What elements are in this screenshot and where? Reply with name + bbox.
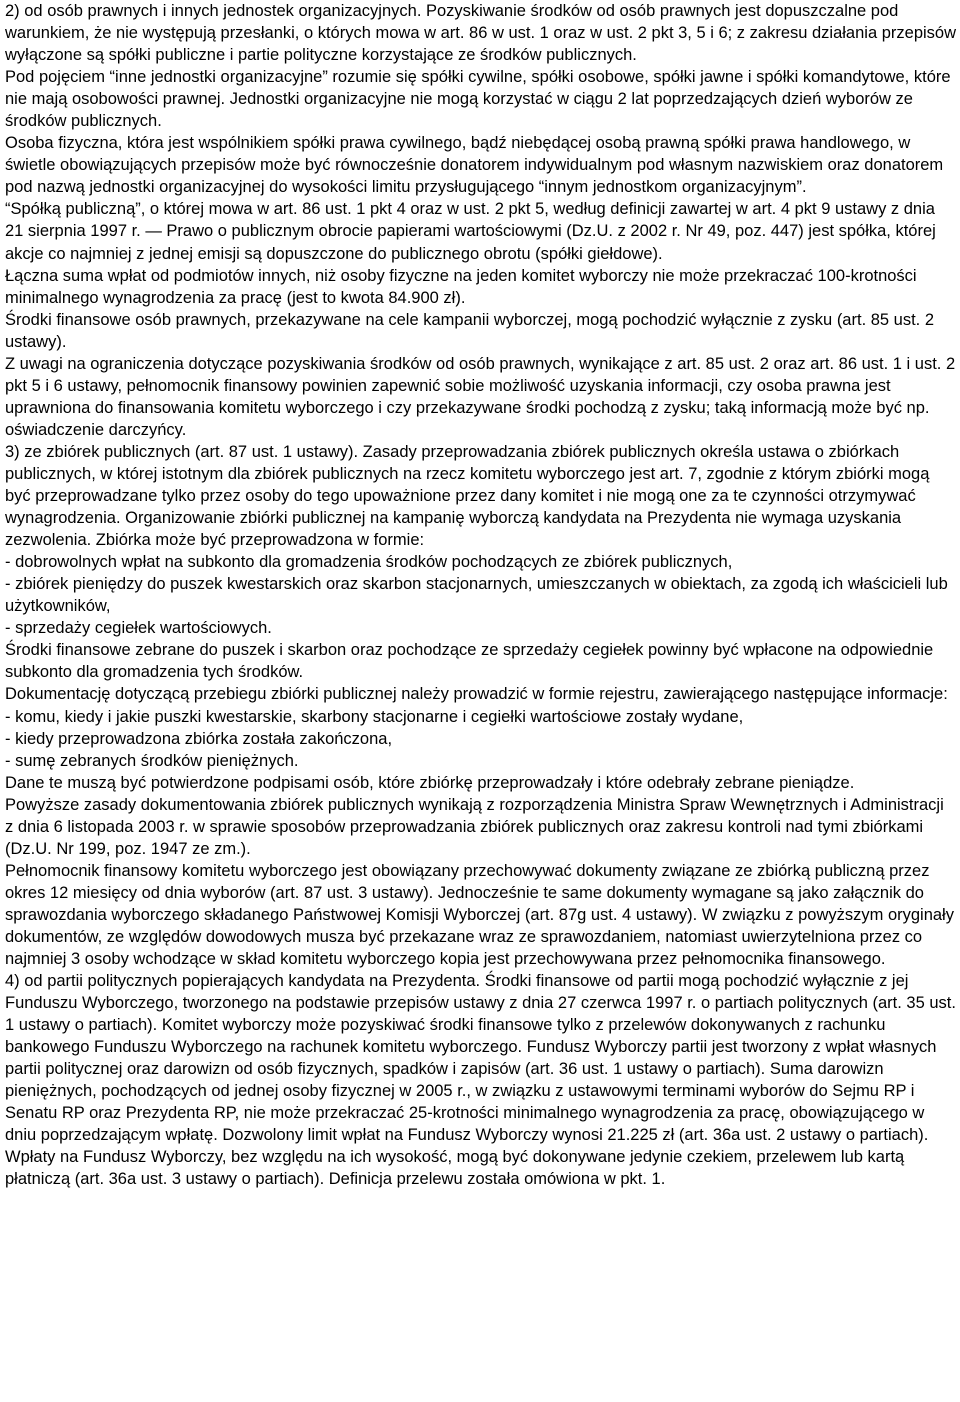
list-item-bricks-sale: - sprzedaży cegiełek wartościowych. (5, 619, 272, 638)
paragraph-political-parties: 4) od partii politycznych popierających kandydata na Prezydenta. Środki finansowe od partii mogą pochodzić wyłącznie z jej Funduszu Wyborczego, tworzonego na podstawie przepisów ustawy z dnia 27 czerwca 1997 r. o partiach politycznych (art. 35 ust. 1 ustawy o partiach). Komitet wyborczy może pozyskiwać środki finansowe tylko z przelewów dokonywanych z rachunku bankowego Funduszu Wyborczego na rachunek komitetu wyborczego. Fundusz Wyborczy partii jest tworzony z wpłat własnych partii politycznej oraz darowizn od osób fizycznych, spadków i zapisów (art. 36 ust. 1 ustawy o partiach). Suma darowizn pieniężnych, pochodzących od jednej osoby fizycznej w 2005 r., w związku z ustawowymi terminami wyborów do Sejmu RP i Senatu RP oraz Prezydenta RP, nie może przekraczać 25-krotności minimalnego wynagrodzenia za pracę, obowiązującego w dniu poprzedzającym wpłatę. Dozwolony limit wpłat na Fundusz Wyborczy wynosi 21.225 zł (art. 36a ust. 2 ustawy o partiach). (5, 972, 956, 1145)
paragraph-natural-person-partner: Osoba fizyczna, która jest wspólnikiem spółki prawa cywilnego, bądź niebędącej osobą prawną spółki prawa handlowego, w świetle obowiązujących przepisów może być równocześnie donatorem indywidualnym pod własnym nazwiskiem oraz donatorem pod nazwą jednostki organizacyjnej do wysokości limitu przysługującego “innym jednostkom organizacyjnym”. (5, 134, 944, 197)
list-item-voluntary-payments: - dobrowolnych wpłat na subkonto dla gromadzenia środków pochodzących ze zbiórek publicznych, (5, 553, 733, 572)
paragraph-register: Dokumentację dotyczącą przebiegu zbiórki publicznej należy prowadzić w formie rejestru, zawierającego następujące informacje: (5, 685, 948, 704)
paragraph-total-limit: Łączna suma wpłat od podmiotów innych, niż osoby fizyczne na jeden komitet wyborczy nie może przekraczać 100-krotności minimalnego wynagrodzenia za pracę (jest to kwota 84.900 zł). (5, 266, 917, 307)
paragraph-profit-source: Środki finansowe osób prawnych, przekazywane na cele kampanii wyborczej, mogą pochodzić wyłącznie z zysku (art. 85 ust. 2 ustawy). (5, 310, 935, 351)
list-item-collection-boxes: - zbiórek pieniędzy do puszek kwestarskich oraz skarbon stacjonarnych, umieszczanych w obiektach, za zgodą ich właścicieli lub użytkowników, (5, 575, 948, 616)
paragraph-verification: Z uwagi na ograniczenia dotyczące pozyskiwania środków od osób prawnych, wynikające z art. 85 ust. 2 oraz art. 86 ust. 1 i ust. 2 pkt 5 i 6 ustawy, pełnomocnik finansowy powinien zapewnić sobie możliwość uzyskania informacji, czy osoba prawna jest uprawniona do finansowania komitetu wyborczego i czy przekazywane środki pochodzą z zysku; taką informacją może być np. oświadczenie darczyńcy. (5, 354, 956, 439)
paragraph-deposit-funds: Środki finansowe zebrane do puszek i skarbon oraz pochodzące ze sprzedaży cegiełek powinny być wpłacone na odpowiednie subkonto dla gromadzenia tych środków. (5, 641, 934, 682)
paragraph-legal-persons: 2) od osób prawnych i innych jednostek organizacyjnych. Pozyskiwanie środków od osób prawnych jest dopuszczalne pod warunkiem, że nie występują przesłanki, o których mowa w art. 86 w ust. 1 oraz w ust. 2 pkt 3, 5 i 6; z zakresu działania przepisów wyłączone są spółki publiczne i partie polityczne korzystające ze środków publicznych. (5, 2, 956, 65)
paragraph-document-retention: Pełnomocnik finansowy komitetu wyborczego jest obowiązany przechowywać dokumenty związane ze zbiórką publiczną przez okres 12 miesięcy od dnia wyborów (art. 87 ust. 3 ustawy). Jednocześnie te same dokumenty wymagane są jako załącznik do sprawozdania wyborczego składanego Państwowej Komisji Wyborczej (art. 87g ust. 4 ustawy). W związku z powyższym oryginały dokumentów, ze względów dowodowych musza być przekazane wraz ze sprawozdaniem, natomiast uwierzytelniona przez co najmniej 3 osoby wchodzące w skład komitetu wyborczego kopia jest przechowywana przez pełnomocnika finansowego. (5, 861, 954, 969)
list-item-sum: - sumę zebranych środków pieniężnych. (5, 751, 299, 770)
paragraph-payments-fund: Wpłaty na Fundusz Wyborczy, bez względu na ich wysokość, mogą być dokonywane jedynie czekiem, przelewem lub kartą płatniczą (art. 36a ust. 3 ustawy o partiach). Definicja przelewu została omówiona w pkt. 1. (5, 1148, 905, 1189)
paragraph-regulation: Powyższe zasady dokumentowania zbiórek publicznych wynikają z rozporządzenia Ministra Spraw Wewnętrznych i Administracji z dnia 6 listopada 2003 r. w sprawie sposobów przeprowadzania zbiórek publicznych oraz zakresu kontroli nad tymi zbiórkami (Dz.U. Nr 199, poz. 1947 ze zm.). (5, 795, 944, 858)
paragraph-public-company: “Spółką publiczną”, o której mowa w art. 86 ust. 1 pkt 4 oraz w ust. 2 pkt 5, według definicji zawartej w art. 4 pkt 9 ustawy z dnia 21 sierpnia 1997 r. — Prawo o publicznym obrocie papierami wartościowymi (Dz.U. z 2002 r. Nr 49, poz. 447) jest spółka, której akcje co najmniej z jednej emisji są dopuszczone do publicznego obrotu (spółki giełdowe). (5, 200, 936, 263)
paragraph-other-units: Pod pojęciem “inne jednostki organizacyjne” rozumie się spółki cywilne, spółki osobowe, spółki jawne i spółki komandytowe, które nie mają osobowości prawnej. Jednostki organizacyjne nie mogą korzystać w ciągu 2 lat poprzedzających dzień wyborów ze środków publicznych. (5, 68, 951, 131)
list-item-completed: - kiedy przeprowadzona zbiórka została zakończona, (5, 729, 393, 748)
paragraph-public-collections: 3) ze zbiórek publicznych (art. 87 ust. 1 ustawy). Zasady przeprowadzania zbiórek publicznych określa ustawa o zbiórkach publicznych, w której istotnym dla zbiórek publicznych na rzecz komitetu wyborczego jest art. 7, zgodnie z którym zbiórki mogą być przeprowadzane tylko przez osoby do tego upoważnione przez dany komitet i nie mogą one za te czynności otrzymywać wynagrodzenia. Organizowanie zbiórki publicznej na kampanię wyborczą kandydata na Prezydenta nie wymaga uzyskania zezwolenia. Zbiórka może być przeprowadzona w formie: (5, 442, 930, 550)
paragraph-signatures: Dane te muszą być potwierdzone podpisami osób, które zbiórkę przeprowadzały i które odebrały zebrane pieniądze. (5, 773, 855, 792)
list-item-issued: - komu, kiedy i jakie puszki kwestarskie, skarbony stacjonarne i cegiełki wartościowe zostały wydane, (5, 707, 744, 726)
